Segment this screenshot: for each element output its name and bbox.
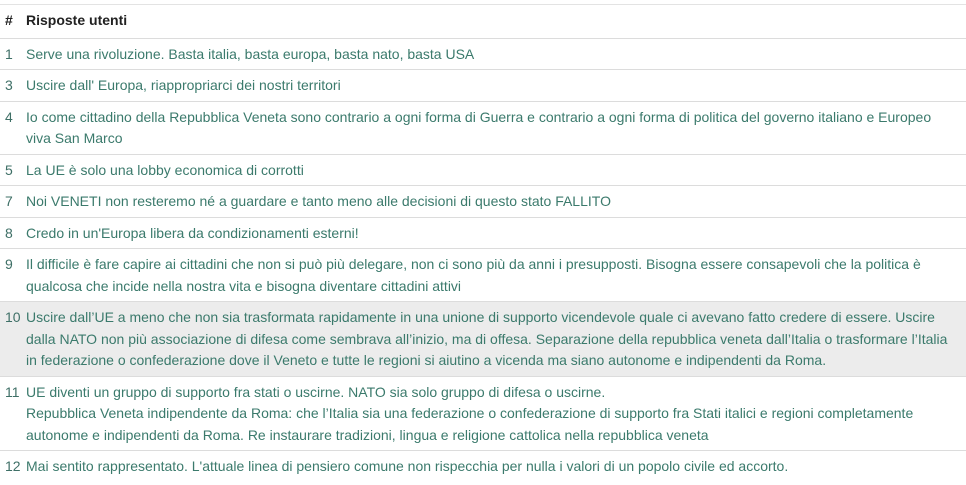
response-text-line: UE diventi un gruppo di supporto fra stati o uscirne. NATO sia solo gruppo di difesa o uscirne. (26, 383, 606, 400)
table-row (0, 249, 966, 302)
response-text: Uscire dall’UE a meno che non sia trasformata rapidamente in una unione di supporto vicendevole quale ci avevano fatto credere di essere. Uscire dalla NATO non più associazione di difesa come sembrava all’inizio, ma di offesa. Separazione della repubblica veneta dall’Italia o trasformare l’Italia in federazione o confederazione dove il Veneto e tutte le regioni si aiutino a vicenda ma siano autonome e indipendenti da Roma. (26, 302, 966, 377)
row-number: 10 (0, 302, 26, 377)
table-row-highlighted (0, 302, 966, 377)
table-row (0, 38, 966, 70)
row-number: 8 (0, 217, 26, 249)
header-row (0, 5, 966, 39)
response-text: Credo in un'Europa libera da condizionamenti esterni! (26, 217, 966, 249)
responses-table (0, 4, 966, 482)
column-header-number: # (0, 5, 26, 39)
row-number: 3 (0, 70, 26, 102)
response-text: Mai sentito rappresentato. L'attuale linea di pensiero comune non rispecchia per nulla i valori di un popolo civile ed accorto. (26, 458, 789, 474)
response-text: Io come cittadino della Repubblica Veneta sono contrario a ogni forma di Guerra e contrario a ogni forma di politica del governo italiano e Europeo viva San Marco (26, 101, 966, 154)
table-header (0, 5, 966, 39)
row-number: 9 (0, 249, 26, 302)
response-text: Serve una rivoluzione. Basta italia, basta europa, basta nato, basta USA (26, 38, 966, 70)
table-row (0, 451, 966, 482)
response-text: Noi VENETI non resteremo né a guardare e tanto meno alle decisioni di questo stato FALLITO (26, 186, 966, 218)
response-text (26, 376, 966, 451)
response-text: Uscire dall' Europa, riappropriarci dei nostri territori (26, 70, 966, 102)
row-number: 1 (0, 38, 26, 70)
table-row (0, 101, 966, 154)
table-row (0, 154, 966, 186)
response-text: La UE è solo una lobby economica di corrotti (26, 154, 966, 186)
response-text-line: Repubblica Veneta indipendente da Roma: che l’Italia sia una federazione o confederazione di supporto fra Stati italici e regioni completamente autonome e indipendenti da Roma. Re instaurare tradizioni, lingua e religione cattolica nella repubblica veneta (26, 405, 914, 443)
row-number: 5 (0, 154, 26, 186)
column-header-responses: Risposte utenti (26, 5, 966, 39)
table-row (0, 217, 966, 249)
row-number: 4 (0, 101, 26, 154)
table-row (0, 376, 966, 451)
row-number: 11 (0, 376, 26, 451)
table-row (0, 70, 966, 102)
table-row (0, 186, 966, 218)
table-body (0, 38, 966, 482)
row-number: 7 (0, 186, 26, 218)
response-text: Il difficile è fare capire ai cittadini che non si può più delegare, non ci sono più da anni i presupposti. Bisogna essere consapevoli che la politica è qualcosa che incide nella nostra vita e bisogna diventare cittadini attivi (26, 249, 966, 302)
row-number: 12 (5, 458, 21, 474)
